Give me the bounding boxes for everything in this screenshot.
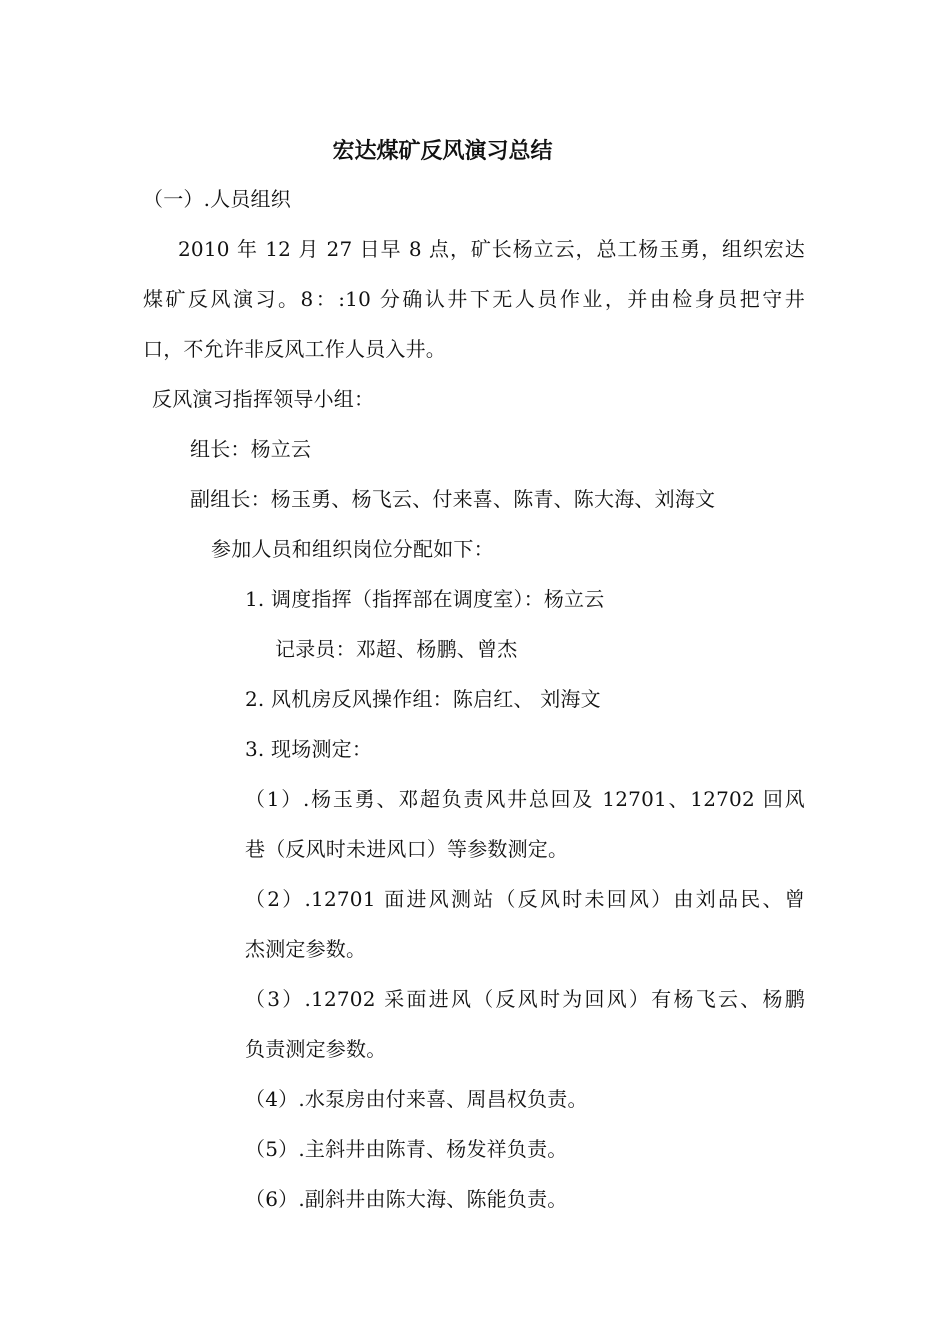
intro-paragraph-line-3: 口，不允许非反风工作人员入井。	[143, 337, 446, 361]
sub-item-6: （6）.副斜井由陈大海、陈能负责。	[245, 1187, 568, 1211]
sub-item-1-line-1: （1）.杨玉勇、邓超负责风井总回及 12701、12702 回风	[245, 787, 805, 811]
sub-item-2-line-2: 杰测定参数。	[245, 937, 367, 961]
sub-item-5: （5）.主斜井由陈青、杨发祥负责。	[245, 1137, 568, 1161]
assignment-heading: 参加人员和组织岗位分配如下：	[211, 537, 494, 561]
intro-paragraph-line-1: 2010 年 12 月 27 日早 8 点，矿长杨立云，总工杨玉勇，组织宏达	[178, 237, 805, 261]
item-dispatch-command: 1. 调度指挥（指挥部在调度室）：杨立云	[245, 587, 605, 611]
section-heading-personnel: （一）.人员组织	[143, 187, 291, 211]
document-title: 宏达煤矿反风演习总结	[332, 138, 553, 164]
sub-item-3-line-2: 负责测定参数。	[245, 1037, 387, 1061]
sub-item-3-line-1: （3）.12702 采面进风（反风时为回风）有杨飞云、杨鹏	[245, 987, 805, 1011]
item-fan-room-group: 2. 风机房反风操作组：陈启红、 刘海文	[245, 687, 601, 711]
sub-item-4: （4）.水泵房由付来喜、周昌权负责。	[245, 1087, 588, 1111]
deputy-leaders: 副组长：杨玉勇、杨飞云、付来喜、陈青、陈大海、刘海文	[190, 487, 716, 511]
item-field-measurement: 3. 现场测定：	[245, 737, 373, 761]
sub-item-1-line-2: 巷（反风时未进风口）等参数测定。	[245, 837, 569, 861]
item-recorders: 记录员：邓超、杨鹏、曾杰	[275, 637, 518, 661]
sub-item-2-line-1: （2）.12701 面进风测站（反风时未回风）由刘品民、曾	[245, 887, 805, 911]
group-leader: 组长：杨立云	[190, 437, 312, 461]
leadership-heading: 反风演习指挥领导小组：	[152, 387, 375, 411]
intro-paragraph-line-2: 煤矿反风演习。8：:10 分确认井下无人员作业，并由检身员把守井	[143, 287, 805, 311]
